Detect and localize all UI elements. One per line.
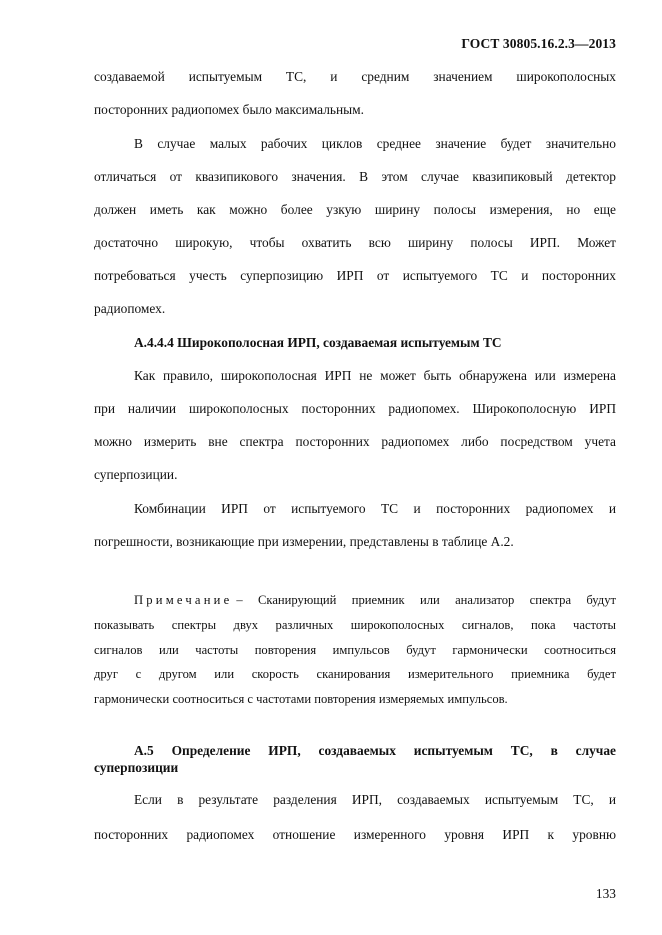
text-line: погрешности, возникающие при измерении, представлены в таблице А.2. (94, 534, 514, 549)
text-line: радиопомех. (94, 301, 166, 316)
text-line: показывать спектры двух различных широкополосных сигналов, пока частоты (94, 618, 616, 632)
text-line: создаваемой испытуемым ТС, и средним значением широкополосных (94, 69, 616, 84)
text-line: достаточно широкую, чтобы охватить всю ширину полосы ИРП. Может (94, 235, 616, 250)
text-line: друг с другом или скорость сканирования измерительного приемника будет (94, 667, 616, 681)
text-line: при наличии широкополосных посторонних радиопомех. Широкополосную ИРП (94, 401, 616, 416)
text-line: Если в результате разделения ИРП, создаваемых испытуемым ТС, и (134, 792, 616, 807)
page-number: 133 (595, 886, 616, 901)
section-heading: А.5 Определение ИРП, создаваемых испытуемым ТС, в случае (134, 743, 616, 758)
text-line: отличаться от квазипикового значения. В этом случае квазипиковый детектор (94, 169, 616, 184)
text-line: сигналов или частоты повторения импульсов будут гармонически соотноситься (94, 643, 616, 657)
text-line: можно измерить вне спектра посторонних радиопомех либо посредством учета (94, 434, 616, 449)
text-line: Комбинации ИРП от испытуемого ТС и посторонних радиопомех и (134, 501, 616, 516)
text-line: суперпозиции. (94, 467, 178, 482)
note-first-line (134, 593, 616, 608)
text-line: посторонних радиопомех отношение измеренного уровня ИРП к уровню (94, 827, 616, 842)
section-heading: А.4.4.4 Широкополосная ИРП, создаваемая испытуемым ТС (134, 335, 502, 350)
text-line: посторонних радиопомех было максимальным. (94, 102, 365, 117)
document-header: ГОСТ 30805.16.2.3—2013 (461, 36, 616, 51)
text-line: Как правило, широкополосная ИРП не может быть обнаружена или измерена (134, 368, 616, 383)
text-line: В случае малых рабочих циклов среднее значение будет значительно (134, 136, 616, 151)
section-heading-continued: суперпозиции (94, 760, 179, 775)
text-line: гармонически соотноситься с частотами повторения измеряемых импульсов. (94, 692, 508, 706)
text-line: должен иметь как можно более узкую ширину полосы измерения, но еще (94, 202, 616, 217)
note-label: Примечание (134, 593, 233, 607)
text-line: – Сканирующий приемник или анализатор спектра будут (236, 593, 616, 607)
text-line: потребоваться учесть суперпозицию ИРП от испытуемого ТС и посторонних (94, 268, 616, 283)
